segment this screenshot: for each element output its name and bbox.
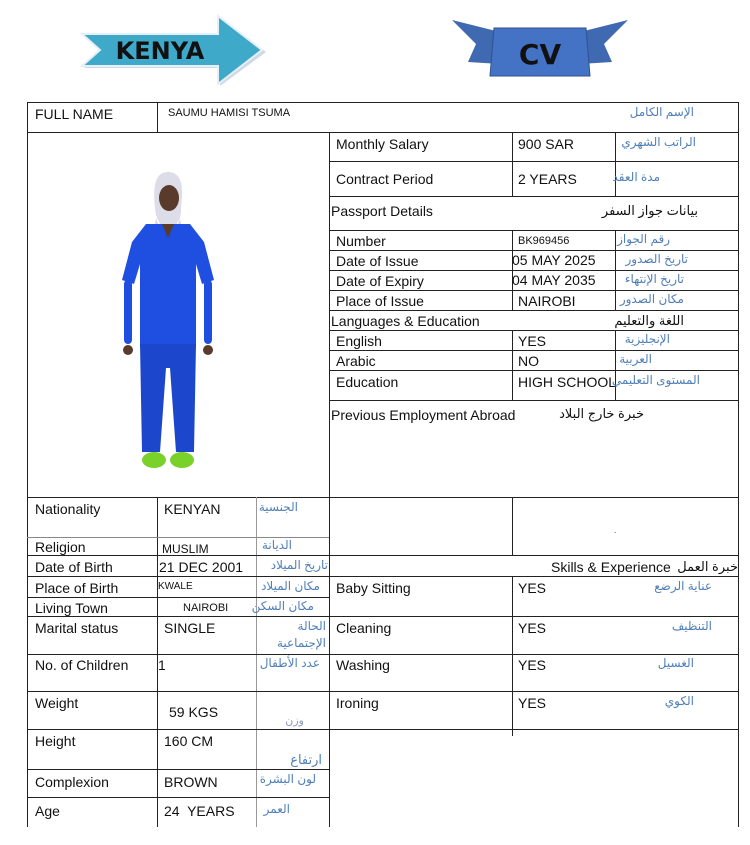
pob-arabic: مكان الميلاد xyxy=(261,579,320,593)
skill-ironing-label: Ironing xyxy=(336,695,379,711)
skill-washing-arabic: الغسيل xyxy=(657,656,694,670)
skill-babysitting-label: Baby Sitting xyxy=(336,580,411,596)
living-town-label: Living Town xyxy=(35,600,108,616)
passport-number-arabic: رقم الجواز xyxy=(617,232,670,246)
candidate-photo xyxy=(118,168,218,472)
complexion-arabic: لون البشرة xyxy=(259,772,316,786)
previous-employment-arabic: خبرة خارج البلاد xyxy=(559,406,644,421)
dob-arabic: تاريخ الميلاد xyxy=(270,558,328,572)
skill-ironing-arabic: الكوي xyxy=(664,694,694,708)
height-value: 160 CM xyxy=(164,733,214,749)
contract-arabic: مدة العقد xyxy=(612,170,660,184)
cv-ribbon-banner xyxy=(450,14,630,86)
issue-date-arabic: تاريخ الصدور xyxy=(625,252,688,266)
skills-heading-arabic: خبرة العمل xyxy=(677,559,738,574)
complexion-value: BROWN xyxy=(164,774,218,790)
skill-ironing-value: YES xyxy=(518,695,547,711)
height-arabic: ارتفاع xyxy=(290,752,322,767)
weight-label: Weight xyxy=(35,695,79,711)
marital-status-label: Marital status xyxy=(35,620,119,636)
expiry-date-label: Date of Expiry xyxy=(336,273,424,289)
issue-place-label: Place of Issue xyxy=(336,293,424,309)
issue-date-label: Date of Issue xyxy=(336,253,419,269)
dob-value: 21 DEC 2001 xyxy=(159,559,244,575)
skill-washing-label: Washing xyxy=(336,657,390,673)
issue-place-value: NAIROBI xyxy=(518,293,576,309)
passport-number-value: BK969456 xyxy=(518,235,570,247)
skills-heading: Skills & Experience xyxy=(551,559,671,575)
nationality-value: KENYAN xyxy=(164,501,221,517)
blank-cell-dot: . xyxy=(614,526,617,535)
education-arabic: المستوى التعليمي xyxy=(611,373,700,387)
skill-cleaning-arabic: التنظيف xyxy=(671,619,712,633)
issue-date-value: 05 MAY 2025 xyxy=(512,252,596,268)
age-arabic: العمر xyxy=(263,802,290,816)
nationality-arabic: الجنسية xyxy=(258,500,298,514)
english-label: English xyxy=(336,333,382,349)
pob-label: Place of Birth xyxy=(35,580,119,596)
education-label: Education xyxy=(336,374,399,390)
skill-babysitting-arabic: عناية الرضع xyxy=(654,579,712,593)
kenya-arrow-banner xyxy=(80,14,270,90)
skill-washing-value: YES xyxy=(518,657,547,673)
passport-number-label: Number xyxy=(336,233,386,249)
salary-arabic: الراتب الشهري xyxy=(621,135,696,149)
age-label: Age xyxy=(35,803,60,819)
skill-cleaning-value: YES xyxy=(518,620,547,636)
full-name-value: SAUMU HAMISI TSUMA xyxy=(168,107,291,119)
full-name-arabic: الإسم الكامل xyxy=(629,105,694,119)
contract-value: 2 YEARS xyxy=(518,171,577,187)
marital-status-value: SINGLE xyxy=(164,620,216,636)
education-value: HIGH SCHOOL xyxy=(518,374,617,390)
complexion-label: Complexion xyxy=(35,774,109,790)
full-name-label: FULL NAME xyxy=(35,106,114,122)
skill-babysitting-value: YES xyxy=(518,580,547,596)
skill-cleaning-label: Cleaning xyxy=(336,620,392,636)
dob-label: Date of Birth xyxy=(35,559,113,575)
religion-value: MUSLIM xyxy=(162,542,209,556)
height-label: Height xyxy=(35,733,76,749)
marital-status-arabic: الحالة الإجتماعية xyxy=(276,619,326,650)
children-value: 1 xyxy=(158,657,166,673)
living-town-value: NAIROBI xyxy=(183,602,229,614)
arabic-arabic: العربية xyxy=(619,352,652,366)
passport-heading-arabic: بيانات جواز السفر xyxy=(601,203,698,218)
religion-arabic: الديانة xyxy=(261,538,292,552)
english-arabic: الإنجليزية xyxy=(624,332,670,346)
children-arabic: عدد الأطفال xyxy=(259,656,320,670)
passport-heading: Passport Details xyxy=(331,203,433,219)
issue-place-arabic: مكان الصدور xyxy=(619,292,684,306)
languages-heading-arabic: اللغة والتعليم xyxy=(614,313,684,328)
nationality-label: Nationality xyxy=(35,501,101,517)
arabic-label: Arabic xyxy=(336,353,376,369)
age-value: 24 YEARS xyxy=(164,803,235,819)
english-value: YES xyxy=(518,333,547,349)
salary-value: 900 SAR xyxy=(518,136,575,152)
expiry-date-value: 04 MAY 2035 xyxy=(512,272,596,288)
contract-label: Contract Period xyxy=(336,171,434,187)
religion-label: Religion xyxy=(35,539,86,555)
expiry-date-arabic: تاريخ الإنتهاء xyxy=(624,272,684,286)
salary-label: Monthly Salary xyxy=(336,136,429,152)
living-town-arabic: مكان السكن xyxy=(251,599,314,613)
children-label: No. of Children xyxy=(35,657,129,673)
pob-value: KWALE xyxy=(158,581,193,592)
previous-employment-label: Previous Employment Abroad xyxy=(331,407,516,423)
languages-heading: Languages & Education xyxy=(331,313,480,329)
arabic-value: NO xyxy=(518,353,539,369)
kenya-banner-text: KENYA xyxy=(115,37,205,65)
weight-value: 59 KGS xyxy=(169,704,219,720)
weight-arabic: وزن xyxy=(285,715,304,727)
cv-banner-text: CV xyxy=(518,38,562,71)
